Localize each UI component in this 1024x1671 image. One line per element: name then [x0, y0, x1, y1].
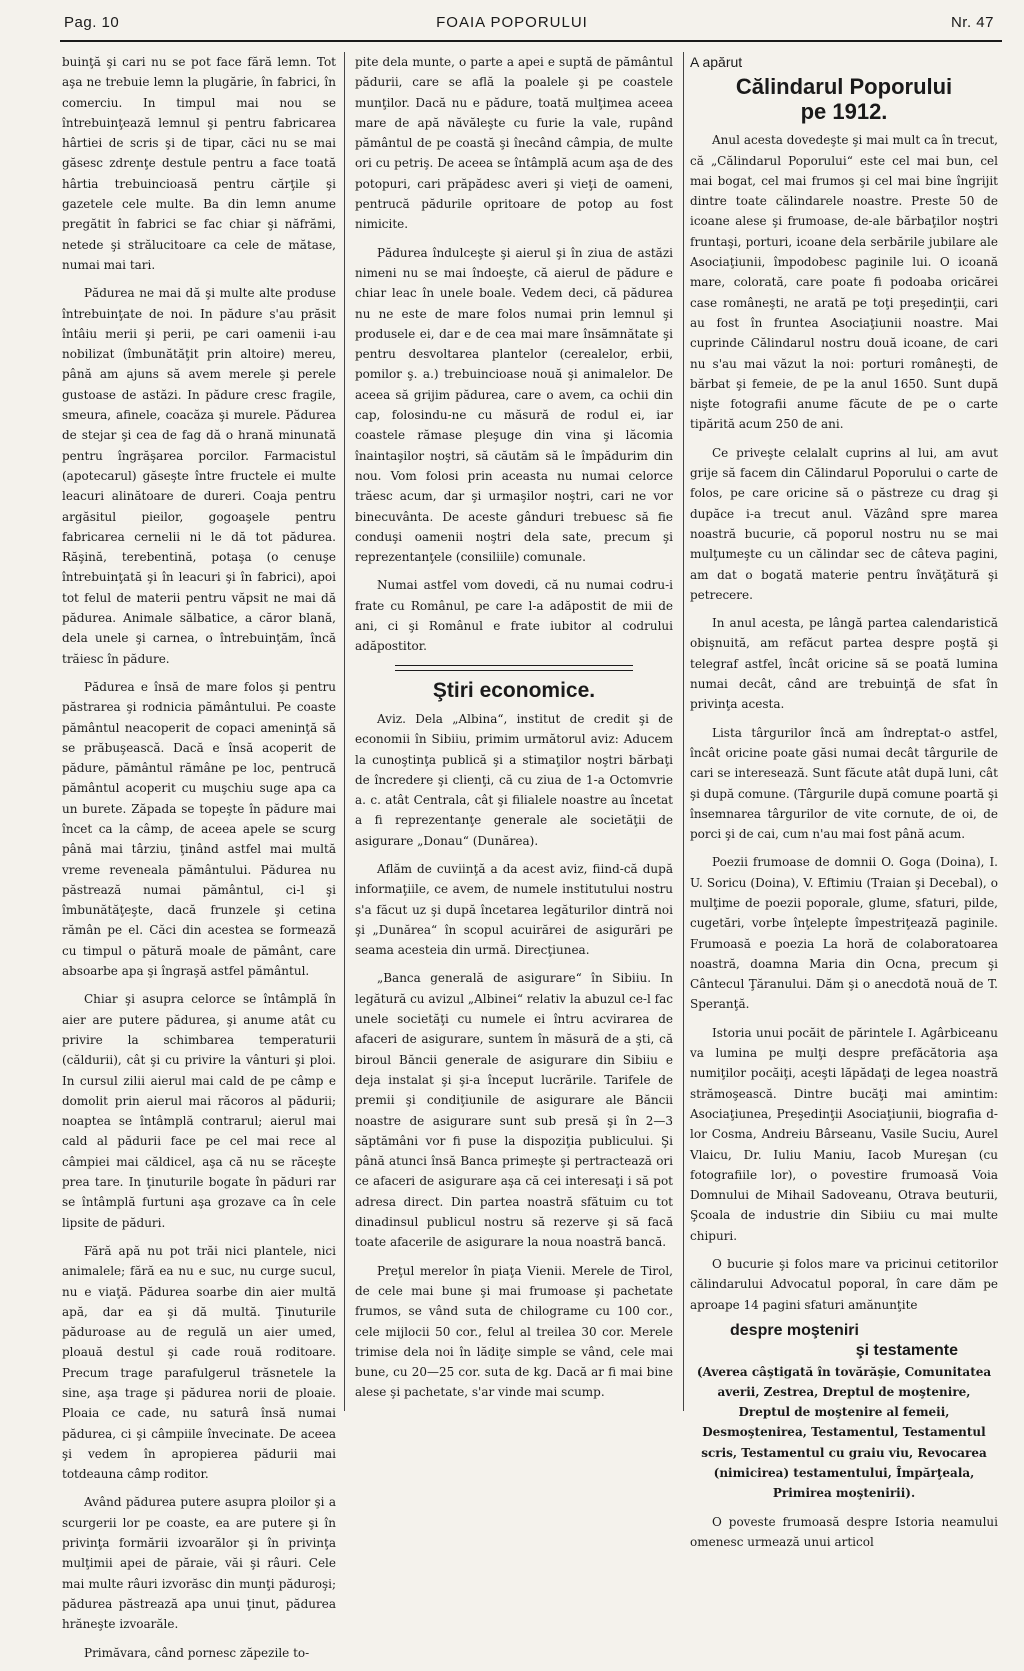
ad-title-line1: Călindarul Poporului [735, 74, 953, 100]
ad-paragraph: Istoria unui pocăit de părintele I. Agârbiceanu va lumina pe mulţi despre prefăcătoria aşa numiţilor pocăiţi, aceşti lăpădaţi de legea noastră strămoşească. Dintre bucăţi mai amintim: Asociaţiunea, Preşedinţii Asociaţiunii, biografia d-lor Cosma, Andreiu Bârseanu, Vasile Suciu, Aurel Vlaicu, Dr. Iuliu Maniu, Iacob Mureşan (cu fotografiile lor), o povestire frumoasă Voia Domnului de Mihail Sadoveanu, Otrava beuturii, Şcoala de industrie din Sibiiu cu mai multe chipuri. [690, 1025, 998, 1243]
issue-number: Nr. 47 [950, 14, 994, 31]
ad-paragraph: Lista târgurilor încă am îndreptat-o astfel, încât oricine poate găsi numai decât târgurile de cari se interesează. Sunt făcute atât după luni, cât şi după comune. (Târgurile după comune poartă şi însemnarea târgurilor de vite cornute, de oi, de porci şi de cai, cum n'au mai fost până acum. [690, 725, 998, 842]
ad-paragraph: Anul acesta dovedeşte şi mai mult ca în trecut, că „Călindarul Poporului“ este cel mai bun, cel mai bogat, cel mai frumos şi cel mai bine îngrijit dintre toate călindarele noastre. Preste 50 de icoane alese şi frumoase, de-ale bărbaţilor noştri fruntaşi, porturi, icoane dela serbările jubilare ale Asociaţiunii, împodobesc paginile lui. O icoană mare, colorată, care poate fi podoaba oricărei case româneşti, ne arată pe toţi preşedinţii, cari au fost în fruntea Asociaţiunii noastre. Mai cuprinde Călindarul nostru două icoane, de cari nu s'au mai văzut la noi: porturi româneşti, de bărbat şi femeie, de pe la anul 1650. Sunt după nişte fotografii anume făcute de pe o carte tipărită acum 250 de ani. [690, 133, 998, 432]
article-paragraph: Pădurea e însă de mare folos şi pentru păstrarea şi rodnicia pământului. Pe coaste pământul neacoperit de copaci ameninţă să se prăbuşească. Dacă e însă acoperit de pădure, pământul rămâne pe loc, pentrucă pământul acoperit cu muşchiu suge apa ca un burete. Zăpada se topeşte în pădure mai încet ca la câmp, de aceea apele se scurg până mai târziu, ţinând astfel mai multă vreme reveneala pământului. Pădurea nu păstrează numai pământul, ci-l şi îmbunătăţeşte, dacă frunzele şi cetina rămân pe el. Căci din acestea se formează cu timpul o pătură moale de pământ, care absoarbe apa şi îngraşă astfel pământul. [62, 679, 336, 979]
page-header [0, 10, 1024, 36]
article-paragraph: Chiar şi asupra celorce se întâmplă în aier are putere pădurea, şi anume atât cu privire la schimbarea temperaturii (căldurii), cât şi cu privire la vânturi şi ploi. In cursul zilii aierul mai cald de pe câmp e domolit prin aierul mai răcoros al pădurii; noaptea se întâmplă contrarul; aierul mai cald al pădurii face pe cel mai rece al câmpiei mai căldicel, aşa că nu se răceşte prea tare. In ţinuturile bogate în păduri rar se întâmplă furtuni aşa grozave ca în cele lipsite de păduri. [62, 992, 336, 1230]
news-item: „Banca generală de asigurare“ în Sibiiu. In legătură cu avizul „Albinei“ relativ la abuzul ce-l fac unele societăţi cu numele ei întru acvirarea de afaceri de asigurare, suntem în măsură de a şti, că biroul Băncii generale de asigurare din Sibiiu e deja instalat şi şi-a început lucrările. Tarifele de premii şi condiţiunile de asigurare ale Băncii noastre de asigurare sunt sub presă şi în 2—3 săptămâni vor fi puse la dispoziţia publicului. Şi până atunci însă Banca primeşte şi pertractează ori ce afaceri de asigurare aşa că cei interesaţi i să pot adresa direct. Din partea noastră sfătuim cu tot dinadinsul publicul nostru să rezerve şi să facă toate afacerile de asigurare la noua noastră bancă. [355, 971, 673, 1250]
article-paragraph: pite dela munte, o parte a apei e suptă de pământul pădurii, care se află la poalele şi pe coastele munţilor. Dacă nu e pădure, toată mulţimea aceea mare de apă năvăleşte cu furie la vale, rupând pământul de pe coastă şi înecând câmpia, de multe ori cu petriş. De aceea se întâmplă acum aşa de des potopuri, cari prăpădesc averi şi vieţi de oameni, pentrucă pădurile opritoare de potop au fost nimicite. [355, 55, 673, 232]
newspaper-title: FOAIA POPORULUI [436, 14, 588, 31]
news-item: Aflăm de cuviinţă a da acest aviz, fiind-că după informaţiile, ce avem, de numele institutului nostru s'a făcut uz şi după încetarea legăturilor dintră noi şi „Dunărea“ în scopul acuirărei de asigurări pe seama acesteia din urmă. Direcţiunea. [355, 861, 673, 958]
ad-paragraph: O bucurie şi folos mare va pricinui cetitorilor călindarului Advocatul poporal, în care dăm pe aproape 14 pagini sfaturi amănunţite [690, 1257, 998, 1312]
ad-title-line2: pe 1912. [800, 99, 888, 125]
section-divider [395, 670, 633, 671]
ad-intro: A apărut [690, 54, 743, 70]
column-right [690, 52, 998, 1560]
testament-topics: (Averea câştigată în tovărăşie, Comunitatea averii, Zestrea, Dreptul de moştenire, Dreptul de moştenire al femeii, Desmoştenirea, Testamentul, Testamentul scris, Testamentul cu graiu viu, Revocarea (nimicirea) testamentului, Împărţeala, Primirea moştenirii). [696, 1364, 992, 1501]
article-paragraph: Primăvara, când pornesc zăpezile to- [84, 1645, 310, 1660]
column-left [62, 52, 336, 1671]
article-paragraph: Pădurea ne mai dă şi multe alte produse întrebuinţate de noi. In pădure s'au prăsit întâiu merii şi perii, pe cari oamenii i-au nobilizat (îmbunătăţit prin altoire) mereu, până am ajuns să avem merele şi perele gustoase de astăzi. In pădure cresc fragile, smeura, afinele, coacăza şi murele. Pădurea de stejar şi cea de fag dă o hrană minunată pentru îngrăşarea porcilor. Farmacistul (apotecarul) găseşte între fructele ei multe leacuri alinătoare de dureri. Coaja pentru argăsitul pieilor, gogoaşele pentru fabricarea cernelii ni le dă tot pădurea. Răşină, terebentină, potaşa (o cenuşe întrebuinţată şi în leacuri şi în fabrici), apoi tot felul de materii pentru văpsit ne mai dă pădurea. Animale sălbatice, a căror blană, dela unele şi carnea, o întrebuinţăm, încă trăiesc în pădure. [62, 286, 336, 666]
column-middle [344, 52, 684, 1411]
header-rule [60, 40, 1002, 42]
ad-paragraph: Ce priveşte celalalt cuprins al lui, am avut grije să facem din Călindarul Poporului o carte de folos, pe care oricine să o păstreze cu drag şi dupăce i-a trecut anul. Văzând spre marea noastră bucurie, că poporul nostru nu se mai mulţumeşte cu un călindar sec de câteva pagini, am dat o bogată materie pentru învăţătură şi petrecere. [690, 445, 998, 602]
article-paragraph: Având pădurea putere asupra ploilor şi a scurgerii lor pe coaste, ea are putere şi în privinţa formării izvoarălor şi în privinţa mulţimii apei de păraie, văi şi râuri. Cele mai multe râuri izvorăsc din munţi păduroşi; pădurea păstrează apa unui ţinut, pădurea hrăneşte izvoarăle. [62, 1495, 336, 1632]
section-title-stiri-economice: Ştiri economice. [432, 678, 596, 702]
page-number: Pag. 10 [64, 14, 120, 31]
article-paragraph: Numai astfel vom dovedi, că nu numai codru-i frate cu Românul, pe care l-a adăpostit de mii de ani, ci şi Românul e frate iubitor al codrului adăpostitor. [355, 578, 673, 654]
article-paragraph: Pădurea îndulceşte şi aierul şi în ziua de astăzi nimeni nu se mai îndoeşte, că aierul de pădure e chiar leac în unele boale. Vedem deci, că pădurea nu ne este de mare folos numai prin lemnul şi produsele ei, dar e de cea mai mare însămnătate şi pentru desvoltarea plantelor (cerealelor, erbii, pomilor ş. a.) trebuincioase nouă şi animalelor. De aceea să grijim pădurea, care o avem, ca ochii din cap, folosindu-ne cu măsură de rodul ei, iar coastele rămase pleşuge din vina şi lăcomia înaintaşilor noştri, să căutăm să le împădurim din nou. Vom folosi prin aceasta nu numai celorce trăesc acum, dar şi urmaşilor noştri, cari ne vor binecuvânta. De aceste gânduri trebuesc să fie conduşi oamenii noştri dela sate, precum şi reprezentanţele (consiliile) comunale. [355, 245, 673, 565]
section-divider [395, 665, 633, 666]
article-paragraph: Fără apă nu pot trăi nici plantele, nici animalele; fără ea nu e suc, nu curge sucul, nu e viaţă. Pădurea soarbe din aier multă apă, dar ea şi dă multă. Ţinuturile păduroase au de regulă un aier umed, ploauă destul şi cade rouă roditoare. Precum trage parafulgerul trăsnetele la sine, aşa trage şi pădurea norii de ploaie. Ploaia ce cade, nu saturâ însă numai pădurea, ci şi câmpiile învecinate. De aceea şi vedem în apropierea pădurii mai totdeauna câmp roditor. [62, 1243, 336, 1482]
news-item: Preţul merelor în piaţa Vienii. Merele de Tirol, de cele mai bune şi mai frumoase şi pachetate frumos, se vând suta de chilograme cu 100 cor., cele mijlocii 50 cor., felul al treilea 30 cor. Merele trimise dela noi în lădiţe simple se vând, cele mai bune, cu 20—25 cor. suta de kg. Dacă ar fi mai bine alese şi pachetate, s'ar vinde mai scump. [355, 1263, 673, 1400]
ad-paragraph: In anul acesta, pe lângă partea calendaristică obişnuită, am refăcut partea despre poştă şi telegraf astfel, încât oricine să se poată lumina numai decât, când are trebuinţă de sfat în privinţa acesta. [690, 616, 998, 712]
heading-testamente: şi testamente [855, 1342, 958, 1360]
ad-paragraph: O poveste frumoasă despre Istoria neamului omenesc urmează unui articol [690, 1514, 998, 1549]
news-item: Aviz. Dela „Albina“, institut de credit şi de economii în Sibiiu, primim următorul aviz: Aducem la cunoştinţa publică şi a stimaţilor noştri bărbaţi de încredere şi clienţi, că cu ziua de 1-a Octomvrie a. c. atât Centrala, cât şi filialele noastre au încetat a fi reprezentanţe generale ale societăţii de asigurare „Donau“ (Dunărea). [355, 711, 673, 848]
heading-mosteniri: despre moşteniri [730, 1321, 859, 1339]
article-paragraph: buinţă şi cari nu se pot face fără lemn. Tot aşa ne trebuie lemn la plugărie, în fabrici, în comerciu. In timpul mai nou se întrebuinţează lemnul şi pentru fabricarea hârtiei de scris şi de tipar, căci nu se mai găsesc zdrenţe destule pentru a face toată hârtia trebuincioasă pentru cărţile şi gazetele cele multe. Ba din lemn anume pregătit în fabrici se fac chiar şi năfrămi, netede şi strălucitoare ca cele de mătase, numai mai tari. [62, 55, 336, 272]
ad-paragraph: Poezii frumoase de domnii O. Goga (Doina), I. U. Soricu (Doina), V. Eftimiu (Traian şi Decebal), o mulţime de poezii poporale, glume, sfaturi, pilde, cugetări, vorbe înţelepte împestriţează paginile. Frumoasă e poezia La horă de colaboratoarea noastră, doamna Maria din Ocna, precum şi Cântecul Ţăranului. Dăm şi o anecdotă nouă de T. Speranţă. [690, 855, 998, 1012]
